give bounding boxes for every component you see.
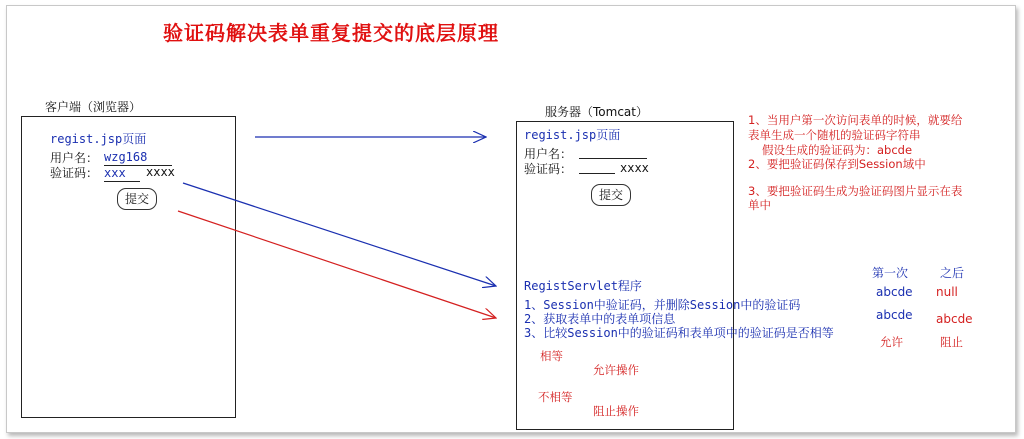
servlet-name: RegistServlet程序: [524, 279, 642, 293]
note-line-6: 单中: [748, 198, 771, 212]
note-line-3: 假设生成的验证码为：abcde: [762, 143, 913, 157]
comparison-row2-after: abcde: [936, 312, 973, 326]
servlet-step-1: 1、Session中验证码，并删除Session中的验证码: [524, 298, 801, 312]
equal-label: 相等: [540, 349, 563, 363]
server-submit-button[interactable]: 提交: [591, 184, 631, 206]
comparison-result-after: 阻止: [940, 335, 963, 349]
client-captcha-image: xxxx: [146, 165, 175, 179]
client-captcha-value: xxx: [104, 166, 126, 180]
client-submit-button[interactable]: 提交: [117, 188, 157, 210]
client-captcha-label: 验证码：: [50, 166, 99, 180]
note-line-1: 1、当用户第一次访问表单的时候，就要给: [748, 113, 963, 127]
servlet-step-2: 2、获取表单中的表单项信息: [524, 312, 676, 326]
note-line-5: 3、要把验证码生成为验证码图片显示在表: [748, 184, 963, 198]
arrow-submit-form: [183, 183, 496, 286]
not-equal-label: 不相等: [538, 390, 573, 404]
comparison-row1-after: null: [936, 285, 958, 299]
servlet-step-3: 3、比较Session中的验证码和表单项中的验证码是否相等: [524, 326, 834, 340]
client-username-label: 用户名：: [50, 151, 99, 165]
client-username-value: wzg168: [104, 150, 148, 164]
client-page-name: regist.jsp页面: [50, 132, 147, 146]
server-page-name: regist.jsp页面: [524, 128, 621, 142]
server-captcha-label: 验证码：: [524, 162, 573, 176]
arrow-repeat-submit: [178, 211, 496, 318]
comparison-row1-first: abcde: [876, 285, 913, 299]
server-username-label: 用户名：: [524, 147, 573, 161]
comparison-row2-first: abcde: [876, 308, 913, 322]
comparison-after-header: 之后: [940, 266, 965, 280]
note-line-4: 2、要把验证码保存到Session域中: [748, 157, 926, 171]
server-captcha-image: xxxx: [620, 161, 649, 175]
client-heading: 客户端（浏览器）: [45, 100, 142, 114]
diagram-title: 验证码解决表单重复提交的底层原理: [163, 21, 499, 45]
not-equal-action: 阻止操作: [593, 404, 639, 418]
server-heading: 服务器（Tomcat）: [545, 105, 648, 119]
note-line-2: 表单生成一个随机的验证码字符串: [748, 128, 921, 142]
comparison-result-first: 允许: [880, 335, 903, 349]
comparison-first-header: 第一次: [872, 266, 909, 280]
equal-action: 允许操作: [593, 363, 639, 377]
